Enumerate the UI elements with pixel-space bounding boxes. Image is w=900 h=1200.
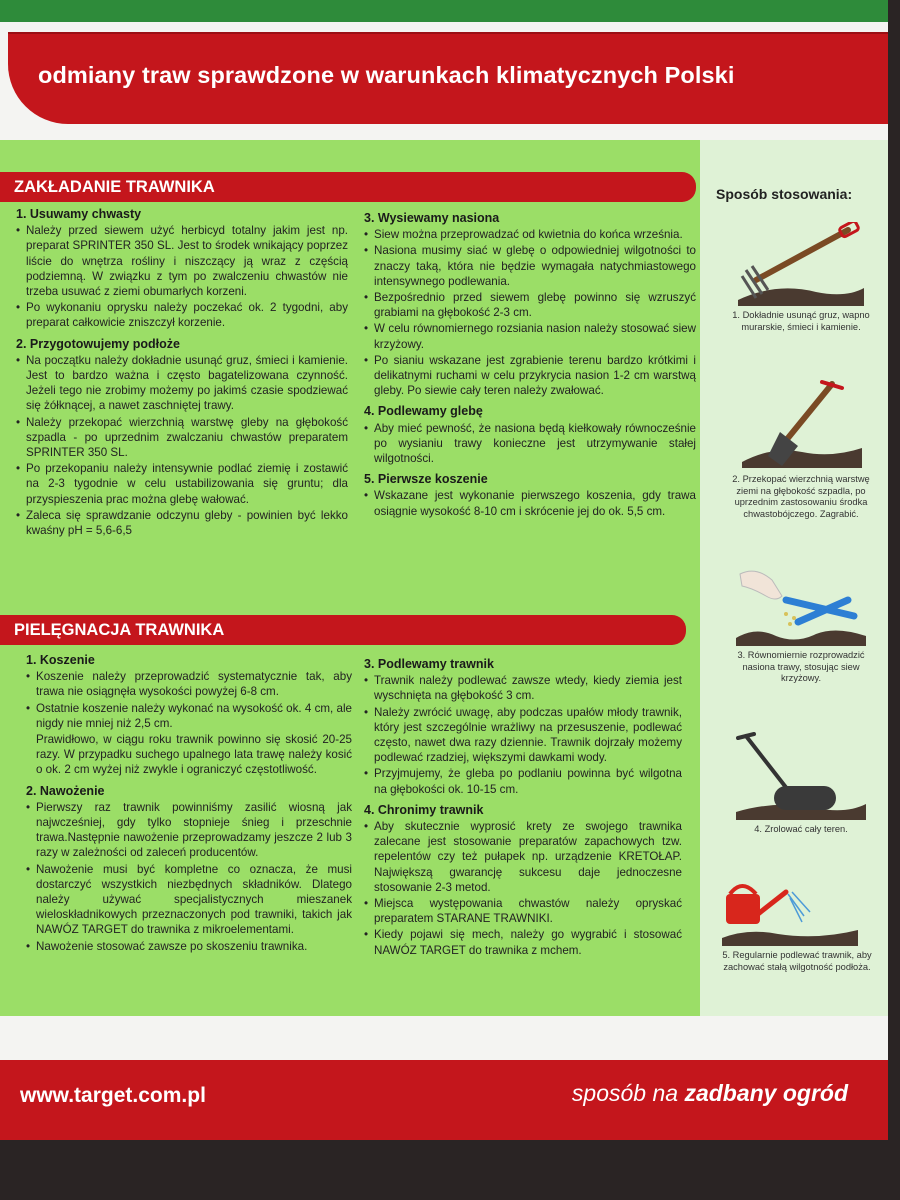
top-banner-text: odmiany traw sprawdzone w warunkach klimatycznych Polski xyxy=(38,62,735,88)
section1-right-column xyxy=(364,211,696,525)
instruction-item: • Pierwszy raz trawnik powinniśmy zasilić wiosną jak najwcześniej, gdy tylko stopnieje śnieg i przeschnie trawa.Następnie nawożenie przeprowadzamy jeszcze 2 lub 3 razy w zależności od zaleceń producentów. xyxy=(26,800,352,861)
howto-step-4-caption: 4. Zrolować cały teren. xyxy=(754,824,848,834)
slogan-part-1: sposób na xyxy=(571,1080,685,1106)
instruction-list xyxy=(26,800,352,954)
background-surface xyxy=(0,1140,888,1200)
instruction-heading: 5. Pierwsze koszenie xyxy=(364,472,488,487)
instruction-heading: 1. Usuwamy chwasty xyxy=(16,207,142,221)
instruction-item: • Aby skutecznie wyprosić krety ze swojego trawnika zalecane jest stosowanie preparatów zapachowych tzw. repelentów czy też pułapek np. urządzenie KRETOŁAP. Największą gwarancję sukcesu daje jednoczesne stosowanie 2-3 metod. xyxy=(364,819,682,895)
instruction-list xyxy=(364,227,696,398)
instruction-item: • Zaleca się sprawdzanie odczynu gleby - powinien być lekko kwaśny pH = 5,6-6,5 xyxy=(16,508,348,538)
howto-step-5-caption: 5. Regularnie podlewać trawnik, aby zachować stałą wilgotność podłoża. xyxy=(722,950,872,972)
footer-url[interactable]: www.target.com.pl xyxy=(20,1084,206,1107)
instruction-block xyxy=(364,472,696,519)
section-title-pielegnacja: PIELĘGNACJA TRAWNIKA xyxy=(0,615,686,645)
instruction-item: • Po przekopaniu należy intensywnie podlać ziemię i zostawić na 2-3 tygodnie w celu ustabilizowania się gruntu; dla przyspieszenia prac można glebę wałować. xyxy=(16,461,348,507)
instruction-list xyxy=(364,421,696,467)
top-green-strip xyxy=(0,0,888,22)
instruction-heading: 3. Podlewamy trawnik xyxy=(364,657,494,671)
instruction-list xyxy=(364,819,682,958)
instruction-item: • Bezpośrednio przed siewem glebę powinno się wzruszyć grabiami na głębokość 2-3 cm. xyxy=(364,290,696,320)
instruction-item: • Po sianiu wskazane jest zgrabienie terenu bardzo krótkimi i delikatnymi ruchami w celu przykrycia nasion 1-2 cm warstwą gleby. Po siewie cały teren należy zwałować. xyxy=(364,353,696,399)
section2-left-column xyxy=(26,653,352,960)
instruction-block xyxy=(16,207,348,331)
lawn-roller-icon xyxy=(736,730,866,820)
sowing-hand-icon xyxy=(736,566,866,646)
instruction-block xyxy=(16,337,348,539)
instruction-block xyxy=(26,784,352,954)
instruction-item: • Wskazane jest wykonanie pierwszego koszenia, gdy trawa osiągnie wysokość 8-10 cm i skrócenie jej do ok. 5,5 cm. xyxy=(364,488,696,518)
instruction-heading: 2. Przygotowujemy podłoże xyxy=(16,336,180,351)
instruction-item: • Po wykonaniu oprysku należy poczekać ok. 2 tygodni, aby preparat całkowicie zniszczył korzenie. xyxy=(16,300,348,330)
instruction-item: Prawidłowo, w ciągu roku trawnik powinno się skosić 20-25 razy. W przypadku suchego upalnego lata trawę należy kosić o ok. 2 cm wyżej niż zwykle i ograniczyć częstotliwość. xyxy=(36,733,352,777)
instruction-item: • Ostatnie koszenie należy wykonać na wysokość ok. 4 cm, ale nigdy nie mniej niż 2,5 cm. xyxy=(26,701,352,731)
spade-icon xyxy=(742,376,862,468)
instruction-block xyxy=(364,211,696,398)
instruction-item: • Miejsca występowania chwastów należy opryskać preparatem STARANE TRAWNIKI. xyxy=(364,896,682,926)
instruction-block xyxy=(364,404,696,466)
watering-can-icon xyxy=(718,876,858,946)
howto-step-3-caption: 3. Równomiernie rozprowadzić nasiona trawy, stosując siew krzyżowy. xyxy=(737,650,865,684)
howto-title: Sposób stosowania: xyxy=(716,186,853,202)
section1-left-column xyxy=(16,207,348,544)
instruction-heading: 2. Nawożenie xyxy=(26,783,105,798)
instruction-list xyxy=(26,669,352,777)
instruction-item: • Należy zwrócić uwagę, aby podczas upałów młody trawnik, który jest szczególnie wrażliwy na przesuszenie, podlewać często, nawet dwa razy dziennie. Trawnik dojrzały możemy podlewać rzadziej, większymi dawkami wody. xyxy=(364,705,682,766)
top-red-banner xyxy=(8,32,888,124)
howto-step-1-caption: 1. Dokładnie usunąć gruz, wapno murarskie, śmieci i kamienie. xyxy=(732,310,870,332)
instruction-list xyxy=(364,488,696,518)
instruction-block xyxy=(364,803,682,958)
section-title-zakladanie: ZAKŁADANIE TRAWNIKA xyxy=(0,172,696,202)
instruction-list xyxy=(16,353,348,538)
instruction-heading: 4. Chronimy trawnik xyxy=(364,802,484,817)
instruction-item: • Koszenie należy przeprowadzić systematycznie tak, aby trawa nie osiągnęła wysokości powyżej 6-8 cm. xyxy=(26,669,352,699)
instruction-item: • Nawożenie musi być kompletne co oznacza, że musi dostarczyć wszystkich niezbędnych składników. Dlatego należy używać specjalistycznych mieszanek wieloskładnikowych przeznaczonych pod trawniki, takich jak NAWÓZ TARGET do trawnika z mikroelementami. xyxy=(26,862,352,938)
slogan-part-2: zadbany ogród xyxy=(684,1080,848,1106)
instruction-item: • Na początku należy dokładnie usunąć gruz, śmieci i kamienie. Jest to bardzo ważna i często bagatelizowana czynność. Jeżeli tego nie zrobimy możemy po jakimś czasie spodziewać się żółknącej, a nawet zaschniętej trawy. xyxy=(16,353,348,414)
instruction-item: • Nasiona musimy siać w glebę o odpowiedniej wilgotności to znaczy taką, która nie będzie wymagała natychmiastowego intensywnego podlewania. xyxy=(364,243,696,289)
instruction-item: • Należy przed siewem użyć herbicyd totalny jakim jest np. preparat SPRINTER 350 SL. Jest to środek wnikający poprzez liście do wnętrza rośliny i niszczący ją wraz z częścią podziemną. W związku z tym po zwalczeniu chwastów nie trzeba usuwać z ziemi obumarłych korzeni. xyxy=(16,223,348,299)
instruction-item: • W celu równomiernego rozsiania nasion należy stosować siew krzyżowy. xyxy=(364,321,696,351)
instruction-item: • Trawnik należy podlewać zawsze wtedy, kiedy ziemia jest wyschnięta na głębokość 3 cm. xyxy=(364,673,682,703)
instruction-item: • Nawożenie stosować zawsze po skoszeniu trawnika. xyxy=(26,939,352,954)
instruction-heading: 3. Wysiewamy nasiona xyxy=(364,211,500,225)
instruction-item: • Siew można przeprowadzać od kwietnia do końca września. xyxy=(364,227,696,242)
howto-step-2-caption: 2. Przekopać wierzchnią warstwę ziemi na głębokość szpadla, po uprzednim zastosowaniu środka chwastobójczego. Zagrabić. xyxy=(732,474,870,519)
instruction-list xyxy=(364,673,682,797)
instruction-item: • Kiedy pojawi się mech, należy go wygrabić i stosować NAWÓZ TARGET do trawnika z mchem. xyxy=(364,927,682,957)
footer-slogan xyxy=(572,1080,848,1107)
instruction-heading: 4. Podlewamy glebę xyxy=(364,404,483,419)
instruction-block xyxy=(364,657,682,797)
instruction-item: • Należy przekopać wierzchnią warstwę gleby na głębokość szpadla - po uprzednim zwalczaniu chwastów preparatem SPRINTER 350 SL. xyxy=(16,415,348,461)
instruction-item: • Przyjmujemy, że gleba po podlaniu powinna być wilgotna na głębokości ok. 10-15 cm. xyxy=(364,766,682,796)
instruction-list xyxy=(16,223,348,330)
instruction-heading: 1. Koszenie xyxy=(26,653,95,667)
section2-right-column xyxy=(364,657,682,964)
rake-icon xyxy=(736,222,866,306)
instruction-item: • Aby mieć pewność, że nasiona będą kiełkowały równocześnie po wysianiu trawy konieczne jest utrzymywanie stałej wilgotności. xyxy=(364,421,696,467)
instruction-block xyxy=(26,653,352,778)
